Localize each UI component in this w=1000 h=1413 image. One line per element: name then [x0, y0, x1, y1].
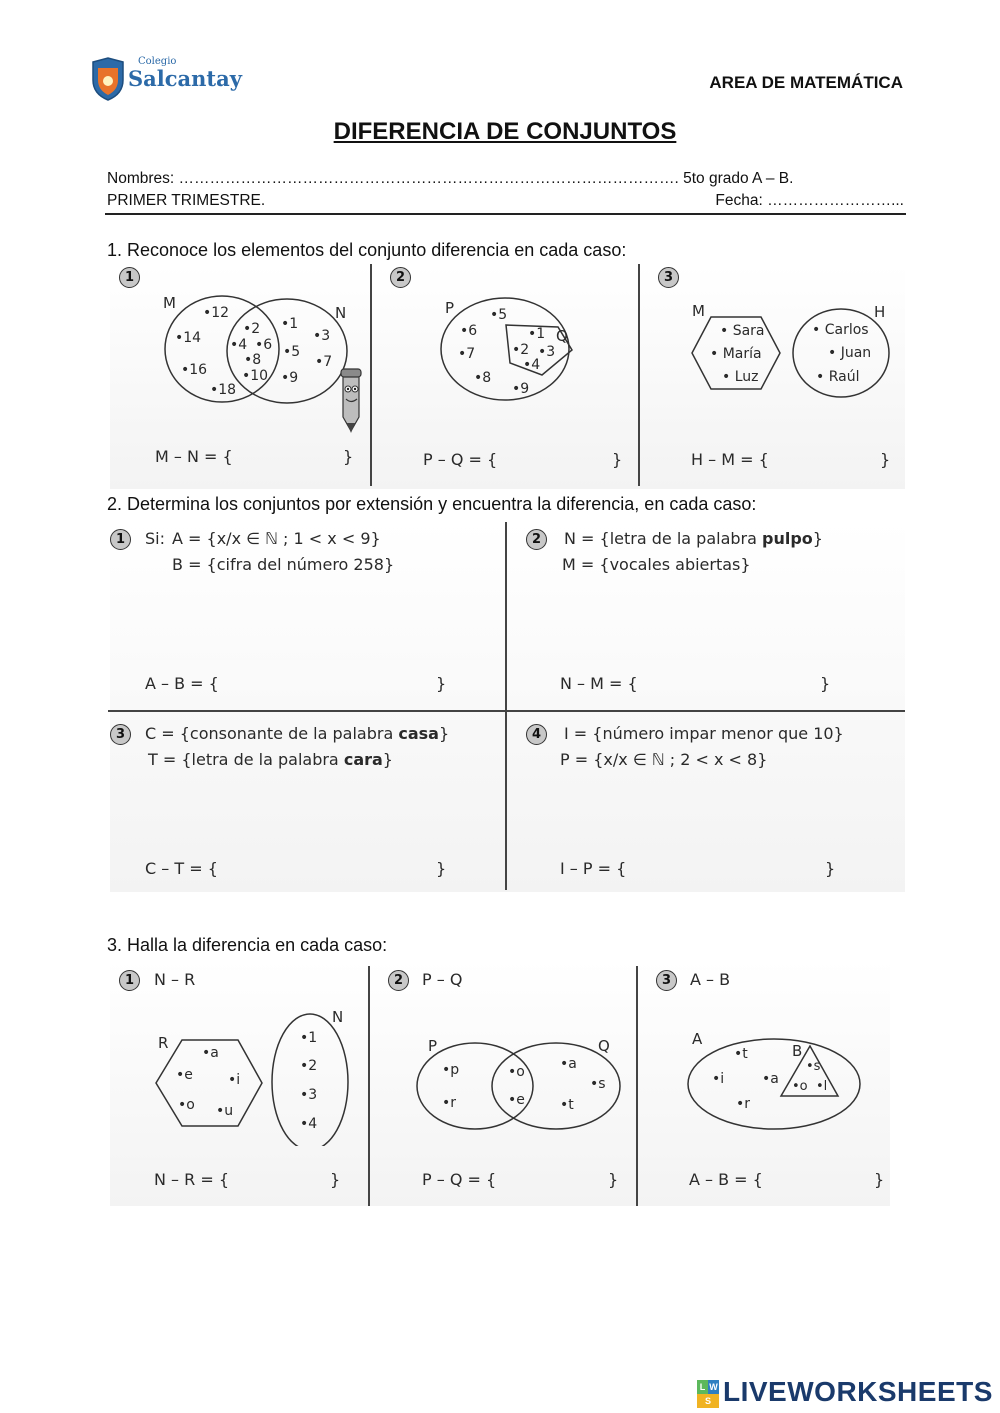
- s2-i3-line1-bold: casa: [398, 724, 439, 743]
- s2-i4-number: 4: [526, 724, 547, 745]
- s3-p2-q-1: •s: [590, 1076, 606, 1092]
- s3-p3-a-3: •r: [736, 1096, 751, 1112]
- s1-p2-number: 2: [390, 267, 411, 288]
- liveworksheets-brand[interactable]: [697, 1376, 997, 1410]
- s2-i3-line2-bold: cara: [343, 750, 383, 769]
- s1-p2-venn: [380, 265, 635, 445]
- header-divider: [105, 213, 906, 215]
- s1-p2-in-1: •2: [512, 342, 530, 358]
- s2-i2-answer-close: }: [820, 674, 831, 693]
- s3-p3-b-1: •o: [792, 1079, 808, 1094]
- trimestre-label: PRIMER TRIMESTRE.: [107, 192, 266, 209]
- s3-p2-both-1: •e: [508, 1092, 525, 1108]
- s3-p2-label-q: Q: [598, 1037, 610, 1055]
- s2-i3-line2-a: T = {letra de la palabra: [148, 750, 344, 769]
- s1-p1-b-2: •5: [283, 344, 301, 360]
- s3-p1-n-2: •3: [300, 1087, 318, 1103]
- s3-p1-r-3: •o: [178, 1097, 195, 1113]
- s1-p3-a-0: • Sara: [720, 323, 765, 339]
- s2-item-2: [520, 526, 905, 706]
- nombres-line[interactable]: Nombres: ……………………………………………………………………………………. 5to grado A – B.: [107, 170, 794, 187]
- s1-p1-a-3: •18: [210, 382, 237, 398]
- brand-badge-icon: [697, 1380, 719, 1408]
- s3-p2-q-0: •a: [560, 1056, 577, 1072]
- s3-panel-1: [112, 966, 366, 1202]
- s2-i1-line2: B = {cifra del número 258}: [172, 555, 395, 574]
- s1-p1-a-0: •12: [203, 305, 230, 321]
- s3-p3-a-2: •a: [762, 1071, 779, 1087]
- s1-p3-answer-close: }: [880, 450, 891, 469]
- s1-p1-answer-close: }: [343, 447, 354, 466]
- badge-letter-l: L: [697, 1380, 708, 1394]
- s2-i2-number: 2: [526, 529, 547, 550]
- s1-p1-b-1: •3: [313, 328, 331, 344]
- s1-p1-both-1: •4: [230, 337, 248, 353]
- badge-letter-w: W: [709, 1382, 718, 1392]
- s2-i1-number: 1: [110, 529, 131, 550]
- school-logo: [90, 56, 242, 104]
- s2-i3-line2: [148, 750, 393, 769]
- section1-divider-2: [638, 264, 640, 486]
- s1-p2-in-3: •4: [523, 357, 541, 373]
- section3-divider-2: [636, 966, 638, 1206]
- s2-i3-line1-a: C = {consonante de la palabra: [145, 724, 399, 743]
- s2-item-3: [108, 720, 503, 890]
- s2-i1-answer-field[interactable]: [218, 675, 428, 695]
- s1-panel-1: [115, 265, 367, 485]
- s3-p1-answer-close: }: [330, 1170, 341, 1189]
- s3-p3-answer: A – B = {: [689, 1170, 763, 1189]
- s2-item-1: [108, 526, 503, 706]
- section2-divider-h: [108, 710, 905, 712]
- s1-p1-both-0: •2: [243, 321, 261, 337]
- section3-instruction: 3. Halla la diferencia en cada caso:: [107, 935, 388, 955]
- s1-panel-3: [648, 265, 903, 485]
- section2-instruction: 2. Determina los conjuntos por extensión y encuentra la diferencia, en cada caso:: [107, 494, 757, 514]
- s2-i2-line1-bold: pulpo: [762, 529, 813, 548]
- s2-i4-answer-close: }: [825, 859, 836, 878]
- s1-p3-answer-field[interactable]: [768, 451, 874, 471]
- s3-p2-number: 2: [388, 970, 409, 991]
- s2-i2-answer-field[interactable]: [635, 675, 815, 695]
- s1-p1-b-3: •7: [315, 354, 333, 370]
- s3-p3-b-0: •s: [806, 1059, 821, 1074]
- s3-p2-venn: [378, 966, 633, 1146]
- s2-i1-line1: A = {x/x ∈ ℕ ; 1 < x < 9}: [172, 529, 381, 548]
- s3-p3-answer-field[interactable]: [762, 1171, 868, 1191]
- s1-p2-label-b: Q: [556, 327, 568, 345]
- s1-p2-a-3: •8: [474, 370, 492, 386]
- fecha-line[interactable]: Fecha: ……………………...: [715, 192, 904, 209]
- s1-panel-2: [380, 265, 635, 485]
- brand-wordmark: LIVEWORKSHEETS: [723, 1376, 993, 1407]
- s1-p1-a-2: •16: [181, 362, 208, 378]
- s1-p3-label-b: H: [874, 303, 886, 321]
- s3-p1-n-0: •1: [300, 1030, 318, 1046]
- s1-p1-answer-field[interactable]: [230, 448, 338, 468]
- s2-i2-line1: [564, 529, 823, 548]
- area-label: AREA DE MATEMÁTICA: [709, 73, 903, 92]
- s3-p2-answer-close: }: [608, 1170, 619, 1189]
- s1-p3-sets: [648, 265, 903, 445]
- s1-p1-label-b: N: [335, 304, 347, 322]
- s3-p2-p-1: •r: [442, 1095, 457, 1111]
- s1-p2-a-4: •9: [512, 381, 530, 397]
- s3-p2-answer-field[interactable]: [494, 1171, 602, 1191]
- s3-p2-answer: P – Q = {: [422, 1170, 497, 1189]
- s2-i3-line1-c: }: [438, 724, 450, 743]
- s3-p1-r-0: •a: [202, 1045, 219, 1061]
- s3-p2-op: P – Q: [422, 970, 463, 989]
- s3-p1-answer-field[interactable]: [227, 1171, 325, 1191]
- s2-i3-line1: [145, 724, 449, 743]
- s3-p1-number: 1: [119, 970, 140, 991]
- s1-p2-in-0: •1: [528, 326, 546, 342]
- s1-p2-answer-field[interactable]: [498, 451, 606, 471]
- s1-p1-both-3: •8: [244, 352, 262, 368]
- s2-i4-answer-field[interactable]: [628, 860, 818, 880]
- s2-i3-line2-c: }: [382, 750, 393, 769]
- section1-instruction: 1. Reconoce los elementos del conjunto diferencia en cada caso:: [107, 240, 627, 260]
- s1-p3-b-2: • Raúl: [816, 369, 860, 385]
- s3-p1-r-2: •i: [228, 1072, 241, 1088]
- s2-i2-answer: N – M = {: [560, 674, 638, 693]
- s2-i3-answer-close: }: [436, 859, 447, 878]
- logo-small-text: Colegio: [138, 56, 177, 67]
- s3-p3-label-a: A: [692, 1030, 703, 1048]
- s1-p3-b-1: • Juan: [828, 345, 872, 361]
- s3-p1-op: N – R: [154, 970, 196, 989]
- section3-divider-1: [368, 966, 370, 1206]
- s3-p3-a-0: •t: [734, 1046, 748, 1062]
- s3-p2-q-2: •t: [560, 1097, 574, 1113]
- s1-p2-a-2: •7: [458, 346, 476, 362]
- s2-i2-line2: M = {vocales abiertas}: [562, 555, 751, 574]
- s3-p2-p-0: •p: [442, 1062, 460, 1078]
- s2-i2-line1-a: N = {letra de la palabra: [564, 529, 763, 548]
- s2-i4-line1: I = {número impar menor que 10}: [564, 724, 844, 743]
- s1-p1-label-a: M: [163, 294, 176, 312]
- s3-p3-label-b: B: [792, 1042, 803, 1060]
- s3-p1-sets: [112, 966, 366, 1146]
- s1-p3-a-1: • María: [710, 346, 762, 362]
- s3-p1-n-3: •4: [300, 1116, 318, 1132]
- s2-i1-answer-close: }: [436, 674, 447, 693]
- s1-p3-answer: H – M = {: [691, 450, 769, 469]
- s3-p1-answer: N – R = {: [154, 1170, 230, 1189]
- s3-p2-both-0: •o: [508, 1064, 525, 1080]
- s1-p3-number: 3: [658, 267, 679, 288]
- s1-p3-label-a: M: [692, 302, 705, 320]
- s3-p1-label-r: R: [158, 1034, 169, 1052]
- s3-p3-venn: [646, 966, 890, 1146]
- s3-p1-r-4: •u: [216, 1103, 234, 1119]
- s1-p2-a-0: •5: [490, 307, 508, 323]
- s3-p3-answer-close: }: [874, 1170, 885, 1189]
- s1-p1-b-4: •9: [281, 370, 299, 386]
- s3-p1-n-1: •2: [300, 1058, 318, 1074]
- s1-p2-a-1: •6: [460, 323, 478, 339]
- s2-i4-answer: I – P = {: [560, 859, 627, 878]
- s2-i1-prefix: Si:: [145, 529, 165, 548]
- s1-p2-answer-close: }: [612, 450, 623, 469]
- s3-p3-op: A – B: [690, 970, 731, 989]
- s2-i3-number: 3: [110, 724, 131, 745]
- s2-i1-answer: A – B = {: [145, 674, 219, 693]
- s2-i3-answer: C – T = {: [145, 859, 218, 878]
- s2-i3-answer-field[interactable]: [216, 860, 428, 880]
- s3-p3-b-2: •l: [816, 1079, 828, 1094]
- s3-panel-2: [378, 966, 633, 1202]
- s1-p2-label-a: P: [445, 299, 455, 317]
- section2-divider-v: [505, 522, 507, 890]
- page-title: DIFERENCIA DE CONJUNTOS: [333, 118, 677, 145]
- s1-p2-in-2: •3: [538, 344, 556, 360]
- s1-p3-b-0: • Carlos: [812, 322, 869, 338]
- s1-p1-a-1: •14: [175, 330, 202, 346]
- s3-p3-a-1: •i: [712, 1071, 725, 1087]
- badge-letter-s: S: [697, 1394, 719, 1408]
- s3-p2-label-p: P: [428, 1037, 438, 1055]
- s2-item-4: [520, 720, 905, 890]
- s2-i4-line2: P = {x/x ∈ ℕ ; 2 < x < 8}: [560, 750, 768, 769]
- pencil-mascot-icon: [331, 367, 371, 437]
- s1-p2-answer: P – Q = {: [423, 450, 498, 469]
- s1-p3-a-2: • Luz: [722, 369, 759, 385]
- s3-p1-label-n: N: [332, 1008, 344, 1026]
- s1-p1-both-4: •10: [242, 368, 269, 384]
- s1-p1-number: 1: [119, 267, 140, 288]
- s3-panel-3: [646, 966, 890, 1202]
- shield-icon: [90, 56, 126, 102]
- s3-p1-r-1: •e: [176, 1067, 193, 1083]
- logo-name: Salcantay: [128, 66, 242, 91]
- s2-i2-line1-c: }: [812, 529, 823, 548]
- s1-p1-b-0: •1: [281, 316, 299, 332]
- s1-p1-both-2: •6: [255, 337, 273, 353]
- s1-p1-venn: [115, 265, 367, 445]
- s1-p1-answer: M – N = {: [155, 447, 233, 466]
- s3-p3-number: 3: [656, 970, 677, 991]
